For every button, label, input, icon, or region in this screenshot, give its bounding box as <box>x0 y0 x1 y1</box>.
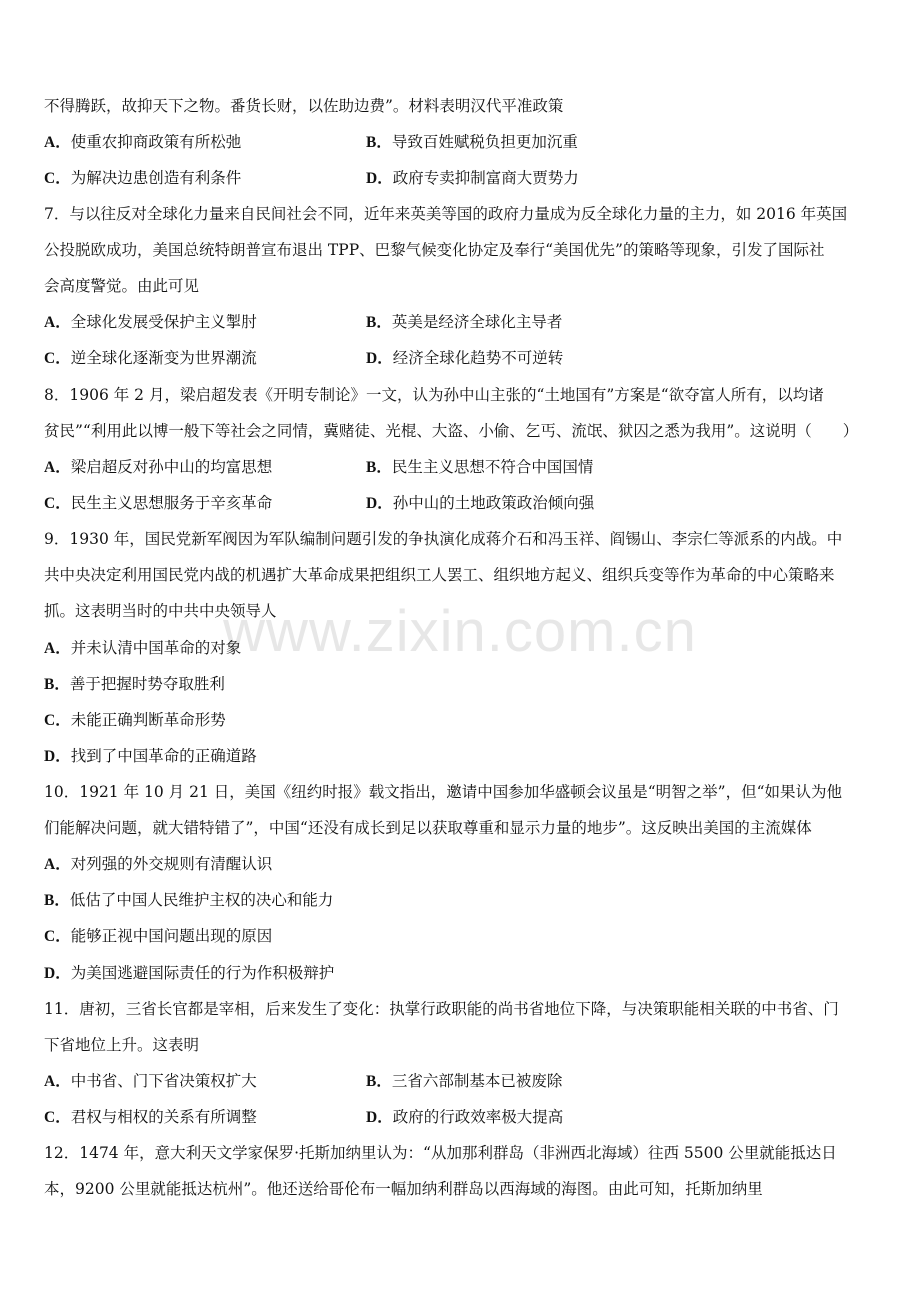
q6-option-b[interactable]: B．导致百姓赋税负担更加沉重 <box>366 133 578 151</box>
q7-stem-line: 会高度警觉。由此可见 <box>44 277 200 295</box>
q12-stem-line: 12．1474 年，意大利天文学家保罗·托斯加纳里认为：“从加那利群岛（非洲西北海域）往西 5500 公里就能抵达日 <box>44 1144 837 1162</box>
q6-option-c[interactable]: C．为解决边患创造有利条件 <box>44 169 242 187</box>
q11-stem-line: 下省地位上升。这表明 <box>44 1036 200 1054</box>
q9-option-d[interactable]: D．找到了中国革命的正确道路 <box>44 747 257 765</box>
q7-stem-line: 7．与以往反对全球化力量来自民间社会不同，近年来英美等国的政府力量成为反全球化力量的主力，如 2016 年英国 <box>44 205 848 223</box>
q9-stem-line: 9．1930 年，国民党新军阀因为军队编制问题引发的争执演化成蒋介石和冯玉祥、阎锡山、李宗仁等派系的内战。中 <box>44 530 843 548</box>
q10-option-d[interactable]: D．为美国逃避国际责任的行为作积极辩护 <box>44 964 335 982</box>
q11-option-d[interactable]: D．政府的行政效率极大提高 <box>366 1108 564 1126</box>
q10-stem-line: 们能解决问题，就大错特错了”，中国“还没有成长到足以获取尊重和显示力量的地步”。这反映出美国的主流媒体 <box>44 819 812 837</box>
q7-option-d[interactable]: D．经济全球化趋势不可逆转 <box>366 349 564 367</box>
q7-option-a[interactable]: A．全球化发展受保护主义掣肘 <box>44 313 257 331</box>
q8-stem-line: 8．1906 年 2 月，梁启超发表《开明专制论》一文，认为孙中山主张的“土地国有”方案是“欲夺富人所有，以均诸 <box>44 386 824 404</box>
q8-option-d[interactable]: D．孙中山的土地政策政治倾向强 <box>366 494 595 512</box>
q7-option-c[interactable]: C．逆全球化逐渐变为世界潮流 <box>44 349 257 367</box>
q9-stem-line: 共中央决定利用国民党内战的机遇扩大革命成果把组织工人罢工、组织地方起义、组织兵变等作为革命的中心策略来 <box>44 566 835 584</box>
q12-stem-line: 本，9200 公里就能抵达杭州”。他还送给哥伦布一幅加纳利群岛以西海域的海图。由此可知，托斯加纳里 <box>44 1180 763 1198</box>
q10-option-c[interactable]: C．能够正视中国问题出现的原因 <box>44 927 273 945</box>
q8-stem-line: 贫民”“利用此以博一般下等社会之同情，冀赌徒、光棍、大盗、小偷、乞丐、流氓、狱囚之悉为我用”。这说明（ ） <box>44 422 859 440</box>
q10-option-b[interactable]: B．低估了中国人民维护主权的决心和能力 <box>44 891 334 909</box>
q8-option-c[interactable]: C．民生主义思想服务于辛亥革命 <box>44 494 273 512</box>
q11-option-c[interactable]: C．君权与相权的关系有所调整 <box>44 1108 257 1126</box>
watermark: www.zixin.com.cn <box>223 599 697 664</box>
q7-option-b[interactable]: B．英美是经济全球化主导者 <box>366 313 563 331</box>
q8-option-a[interactable]: A．梁启超反对孙中山的均富思想 <box>44 458 273 476</box>
q11-stem-line: 11．唐初，三省长官都是宰相，后来发生了变化：执掌行政职能的尚书省地位下降，与决策职能相关联的中书省、门 <box>44 1000 839 1018</box>
q8-option-b[interactable]: B．民生主义思想不符合中国国情 <box>366 458 594 476</box>
q9-option-c[interactable]: C．未能正确判断革命形势 <box>44 711 226 729</box>
q6-option-a[interactable]: A．使重农抑商政策有所松弛 <box>44 133 242 151</box>
q6-option-d[interactable]: D．政府专卖抑制富商大贾势力 <box>366 169 579 187</box>
q10-stem-line: 10．1921 年 10 月 21 日，美国《纽约时报》载文指出，邀请中国参加华盛顿会议虽是“明智之举”，但“如果认为他 <box>44 783 843 801</box>
q9-option-b[interactable]: B．善于把握时势夺取胜利 <box>44 675 225 693</box>
q11-option-b[interactable]: B．三省六部制基本已被废除 <box>366 1072 563 1090</box>
q9-option-a[interactable]: A．并未认清中国革命的对象 <box>44 639 242 657</box>
q6-stem-tail: 不得腾跃，故抑天下之物。番货长财，以佐助边费”。材料表明汉代平准政策 <box>44 97 564 115</box>
q11-option-a[interactable]: A．中书省、门下省决策权扩大 <box>44 1072 257 1090</box>
q10-option-a[interactable]: A．对列强的外交规则有清醒认识 <box>44 855 273 873</box>
q9-stem-line: 抓。这表明当时的中共中央领导人 <box>44 602 277 620</box>
q7-stem-line: 公投脱欧成功，美国总统特朗普宣布退出 TPP、巴黎气候变化协定及奉行“美国优先”的策略等现象，引发了国际社 <box>44 241 825 259</box>
